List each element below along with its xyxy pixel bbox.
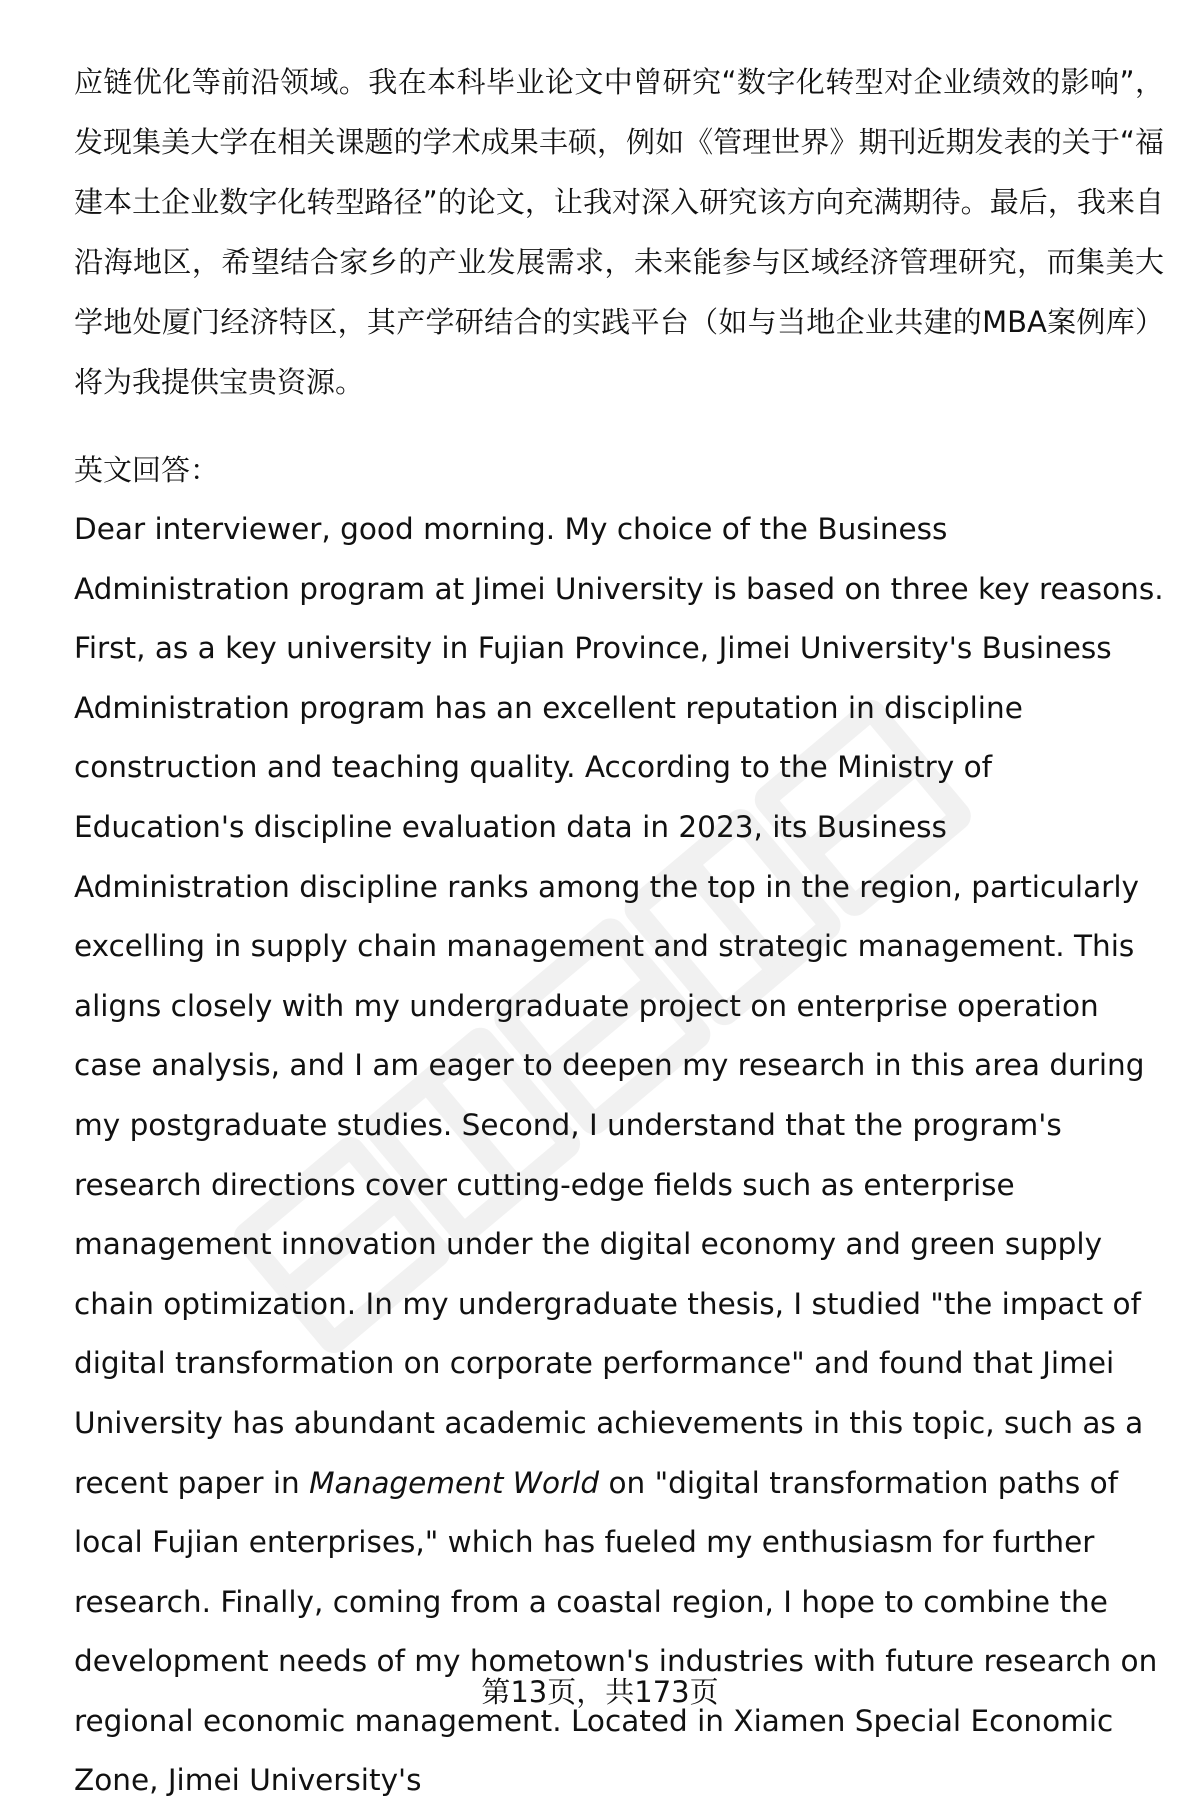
journal-title: Management World [309, 1465, 600, 1500]
page-number-footer: 第13页，共173页 [481, 1675, 719, 1709]
english-answer-paragraph [74, 500, 1164, 1811]
document-body [74, 52, 1164, 1811]
chinese-answer-paragraph: 应链优化等前沿领域。我在本科毕业论文中曾研究“数字化转型对企业绩效的影响”，发现集美大学在相关课题的学术成果丰硕，例如《管理世界》期刊近期发表的关于“福建本土企业数字化转型路径”的论文，让我对深入研究该方向充满期待。最后，我来自沿海地区，希望结合家乡的产业发展需求，未来能参与区域经济管理研究，而集美大学地处厦门经济特区，其产学研结合的实践平台（如与当地企业共建的MBA案例库）将为我提供宝贵资源。 [74, 65, 1164, 399]
english-answer-heading: 英文回答： [74, 453, 220, 487]
english-answer-text-part1: Dear interviewer, good morning. My choice of the Business Administration program at Jimei University is based on three key reasons. First, as a key university in Fujian Province, Jimei University's Business Administration program has an excellent reputation in discipline construction and teaching quality. According to the Ministry of Education's discipline evaluation data in 2023, its Business Administration discipline ranks among the top in the region, particularly excelling in supply chain management and strategic management. This aligns closely with my undergraduate project on enterprise operation case analysis, and I am eager to deepen my research in this area during my postgraduate studies. Second, I understand that the program's research directions cover cutting-edge fields such as enterprise management innovation under the digital economy and green supply chain optimization. In my undergraduate thesis, I studied "the impact of digital transformation on corporate performance" and found that Jimei University has abundant academic achievements in this topic, such as a recent paper in [74, 512, 1164, 1500]
english-answer-text-part2: on "digital transformation paths of local Fujian enterprises," which has fueled my enthusiasm for further research. Finally, coming from a coastal region, I hope to combine the development needs of my hometown's industries with future research on regional economic management. Located in Xiamen Special Economic Zone, Jimei University's [74, 1465, 1158, 1798]
